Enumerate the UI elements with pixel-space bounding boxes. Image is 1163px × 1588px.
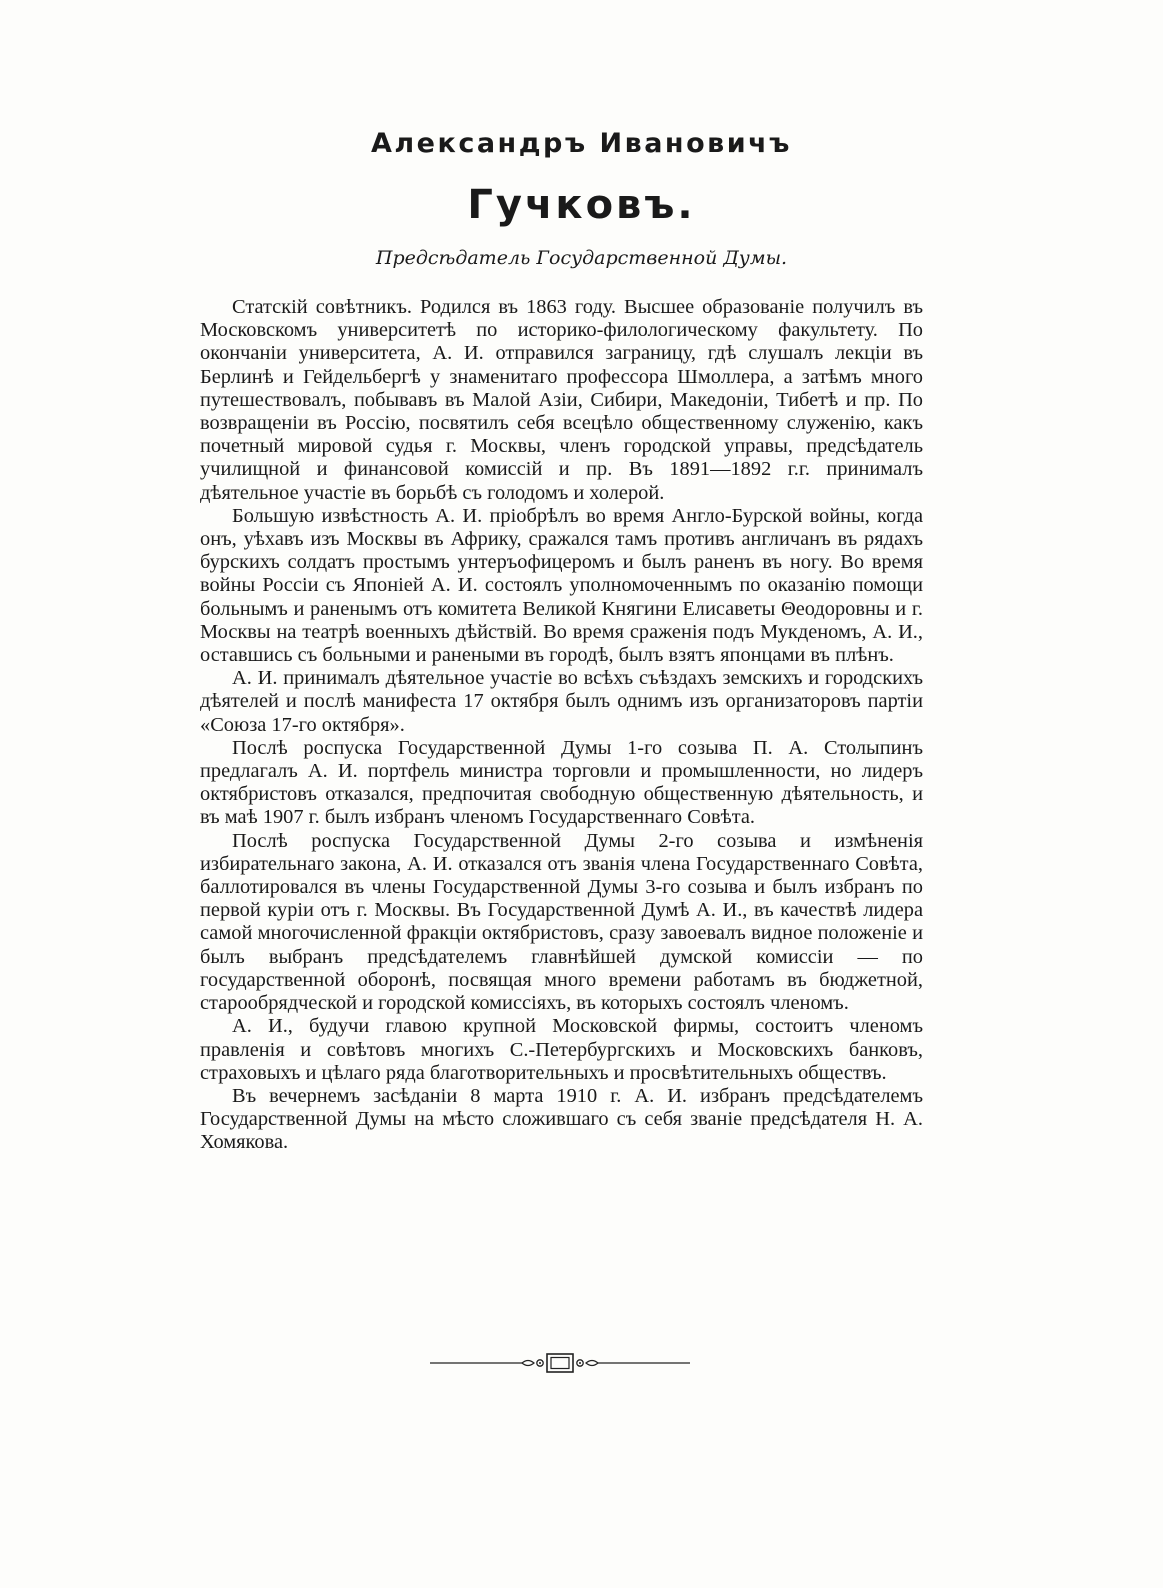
paragraph: Послѣ роспуска Государственной Думы 2-го созыва и измѣненія избирательнаго закона, А. И. отказался отъ званія члена Государственнаго Совѣта, баллотировался въ члены Государственной Думы 3-го созыва и былъ избранъ по первой куріи отъ г. Москвы. Въ Государственной Думѣ А. И., въ качествѣ лидера самой многочисленной фракціи октябристовъ, сразу завоевалъ видное положеніе и былъ выбранъ предсѣдателемъ главнѣйшей думской комиссіи — по государственной оборонѣ, посвящая много времени работамъ въ бюджетной, старообрядческой и городской комиссіяхъ, въ которыхъ состоялъ членомъ. (200, 829, 923, 1015)
person-surname: Гучковъ. (467, 182, 696, 228)
paragraph: Въ вечернемъ засѣданіи 8 марта 1910 г. А. И. избранъ предсѣдателемъ Государственной Думы на мѣсто сложившаго съ себя званіе предсѣдателя Н. А. Хомякова. (200, 1084, 923, 1154)
paragraph: А. И., будучи главою крупной Московской фирмы, состоитъ членомъ правленія и совѣтовъ многихъ С.-Петербургскихъ и Московскихъ банковъ, страховыхъ и цѣлаго ряда благотворительныхъ и просвѣтительныхъ обществъ. (200, 1015, 923, 1084)
person-name: Александръ Ивановичъ (371, 128, 792, 159)
paragraph: Послѣ роспуска Государственной Думы 1-го созыва П. А. Столыпинъ предлагалъ А. И. портфель министра торговли и промышленности, но лидеръ октябристовъ отказался, предпочитая свободную общественную дѣятельность, и въ маѣ 1907 г. былъ избранъ членомъ Государственнаго Совѣта. (200, 736, 923, 829)
paragraph: Большую извѣстность А. И. пріобрѣлъ во время Англо-Бурской войны, когда онъ, уѣхавъ изъ Москвы въ Африку, сражался тамъ противъ англичанъ въ рядахъ бурскихъ солдатъ простымъ унтеръофицеромъ и былъ раненъ въ ногу. Во время войны Россіи съ Японіей А. И. состоялъ уполномоченнымъ по оказанію помощи больнымъ и раненымъ отъ комитета Великой Княгини Елисаветы Θеодоровны и г. Москвы на театрѣ военныхъ дѣйствій. Во время сраженія подъ Мукденомъ, А. И., оставшись съ больными и ранеными въ городѣ, былъ взятъ японцами въ плѣнъ. (200, 504, 923, 667)
paragraph: Статскій совѣтникъ. Родился въ 1863 году. Высшее образованіе получилъ въ Московскомъ университетѣ по историко-филологическому факультету. По окончаніи университета, А. И. отправился заграницу, гдѣ слушалъ лекціи въ Берлинѣ и Гейдельбергѣ у знаменитаго профессора Шмоллера, а затѣмъ много путешествовалъ, побывавъ въ Малой Азіи, Сибири, Македоніи, Тибетѣ и пр. По возвращеніи въ Россію, посвятилъ себя всецѣло общественному служенію, какъ почетный мировой судья г. Москвы, членъ городской управы, предсѣдатель училищной и финансовой комиссій и пр. Въ 1891—1892 г.г. принималъ дѣятельное участіе въ борьбѣ съ голодомъ и холерой. (200, 296, 923, 504)
paragraph: А. И. принималъ дѣятельное участіе во всѣхъ съѣздахъ земскихъ и городскихъ дѣятелей и послѣ манифеста 17 октября былъ однимъ изъ организаторовъ партіи «Союза 17-го октября». (200, 667, 923, 736)
ornamental-divider-icon (430, 1352, 690, 1374)
position-title: Предсѣдатель Государственной Думы. (375, 247, 788, 269)
biography-text (200, 296, 923, 1155)
